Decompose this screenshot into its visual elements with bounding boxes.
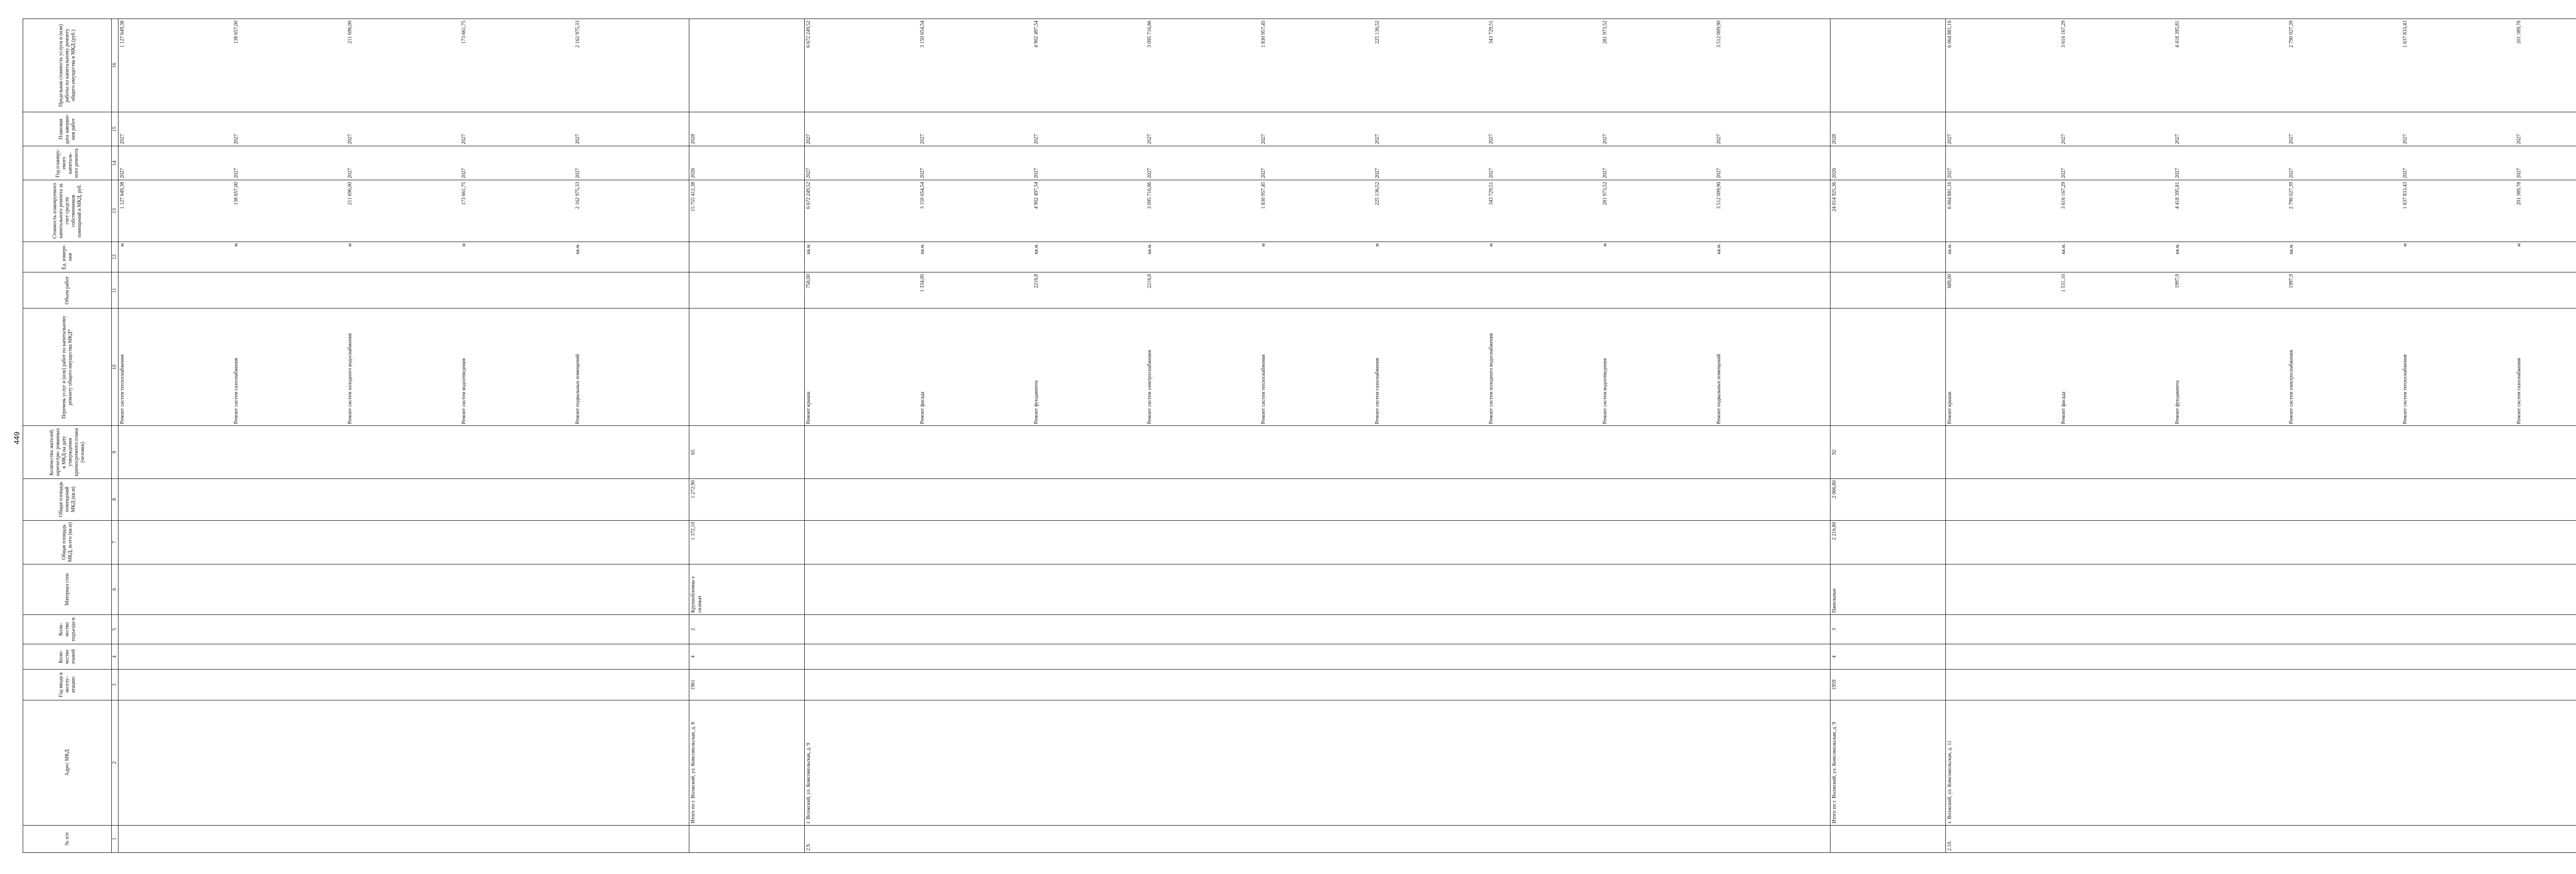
- max-cost-line: 4 902 497,54: [1033, 21, 1039, 48]
- cost-line: 3 095 716,86: [1147, 182, 1153, 209]
- works-list-line: Ремонт систем газоснабжения: [233, 357, 239, 424]
- max-cost-line: 1 830 957,45: [1261, 21, 1267, 48]
- work-volume: [804, 272, 1830, 309]
- works-list-line: Ремонт фасада: [919, 391, 925, 424]
- page-number: 449: [12, 431, 22, 445]
- max-cost: [1946, 19, 2576, 112]
- works-list-line: [1831, 310, 1945, 424]
- works-list-line: Ремонт систем теплоснабжения: [2402, 354, 2408, 424]
- address: г. Волжский, ул. Комсомольская, д. 11: [1946, 700, 2576, 825]
- premises-area: [804, 478, 1830, 520]
- col-header-floors: Коли- чество этажей: [23, 644, 112, 670]
- cost-line: 201 389,78: [2516, 182, 2522, 205]
- completion-date-line: 2027: [1602, 134, 1608, 145]
- unit-line: м: [1488, 243, 1495, 247]
- cost-line: 281 973,52: [1602, 182, 1608, 205]
- cost: [1946, 180, 2576, 242]
- unit-line: кв.м.: [574, 243, 581, 254]
- repair-year-line: 2027: [2288, 168, 2294, 179]
- cost-line: 225 136,52: [1375, 182, 1381, 205]
- entrances: [804, 614, 1830, 644]
- completion-date-line: 2027: [2288, 134, 2294, 145]
- repair-year-line: 2026: [690, 168, 696, 179]
- cost-line: 2 162 975,33: [574, 182, 581, 209]
- works-list: [1946, 309, 2576, 426]
- repair-year-line: 2027: [2402, 168, 2408, 179]
- column-number: 6: [112, 564, 118, 614]
- works-list-line: Ремонт систем водоотведения: [461, 358, 467, 424]
- col-header-works: Перечень услуг и (или) работ по капитальному ремонту общего имущества МКД*: [23, 309, 112, 426]
- total-area: 1 372,10: [689, 520, 804, 564]
- col-header-cost: Стоимость планируемого капитального ремонта за счет средств собственников помещений в МКД, руб.: [23, 180, 112, 242]
- cost-line: 6 672 249,52: [805, 182, 811, 209]
- works-list-line: Ремонт систем газоснабжения: [1375, 357, 1381, 424]
- cost-line: 3 150 654,54: [919, 182, 925, 209]
- cost: [804, 180, 1830, 242]
- work-volume-line: [1374, 274, 1488, 306]
- max-cost-line: 173 661,75: [461, 21, 467, 44]
- unit-line: м: [1375, 243, 1381, 247]
- completion-date-line: 2027: [461, 134, 467, 145]
- col-header-max-cost: Предельная стоимость услуги и (или) работы по капитальному ремонту общего имущества в МКД (руб.): [23, 19, 112, 112]
- unit-line: кв.м.: [1947, 243, 1953, 254]
- works-list-line: Ремонт систем теплоснабжения: [1261, 354, 1267, 424]
- completion-date: [1831, 112, 1946, 146]
- commissioning-year: [1946, 670, 2576, 700]
- unit-line: кв.м.: [2060, 243, 2066, 254]
- unit-line: кв.м.: [919, 243, 925, 254]
- repair-year: [118, 146, 689, 180]
- address: г. Волжский, ул. Комсомольская, д. 9: [804, 700, 1830, 825]
- floors: [118, 644, 689, 670]
- premises-area: 1 272,90: [689, 478, 804, 520]
- col-header-premises-area: Общая площадь помещений МКД (кв.м): [23, 478, 112, 520]
- col-header-entrances: Коли- чество подъездо в: [23, 614, 112, 644]
- col-header-completion-date: Плановая дата заверше- ния работ: [23, 112, 112, 146]
- completion-date: [689, 112, 804, 146]
- works-list-line: Ремонт подвальных помещений: [574, 354, 581, 424]
- repair-year: [689, 146, 804, 180]
- works-list-line: Ремонт систем электроснабжения: [2288, 350, 2294, 424]
- work-volume: [118, 272, 689, 309]
- completion-date-line: 2028: [1832, 134, 1838, 145]
- max-cost-line: 1 637 833,43: [2402, 21, 2408, 48]
- repair-year-line: 2027: [1716, 168, 1722, 179]
- work-volume-line: [1831, 274, 1945, 306]
- col-header-total-area: Общая площадь МКД, всего (кв.м): [23, 520, 112, 564]
- unit-line: кв.м.: [2174, 243, 2180, 254]
- completion-date: [1946, 112, 2576, 146]
- max-cost-line: 3 150 654,54: [919, 21, 925, 48]
- total-area: [118, 520, 689, 564]
- residents: 65: [689, 426, 804, 478]
- works-list: [689, 309, 804, 426]
- col-header-address: Адрес МКД: [23, 700, 112, 825]
- commissioning-year: 1959: [1831, 670, 1946, 700]
- column-number: 14: [112, 146, 118, 180]
- max-cost: [1831, 19, 1946, 112]
- wall-material: Панельные: [1831, 564, 1946, 614]
- completion-date-line: 2027: [1947, 134, 1953, 145]
- column-number: 4: [112, 644, 118, 670]
- total-row: [689, 19, 804, 853]
- wall-material: Крупноблочны е силикат: [689, 564, 804, 614]
- table-body: [118, 19, 2576, 853]
- works-list-line: Ремонт фундамента: [2174, 380, 2180, 424]
- unit-line: м: [120, 243, 125, 247]
- repair-year-line: 2027: [120, 168, 125, 179]
- max-cost: [804, 19, 1830, 112]
- max-cost-line: 3 616 167,29: [2060, 21, 2066, 48]
- work-volume-line: [2402, 274, 2516, 306]
- repair-year-line: 2027: [1488, 168, 1495, 179]
- cost-line: 138 657,00: [233, 182, 239, 205]
- cost-line: 1 830 957,45: [1261, 182, 1267, 209]
- repair-year: [1831, 146, 1946, 180]
- floors: 4: [1831, 644, 1946, 670]
- repair-year-line: 2027: [461, 168, 467, 179]
- repair-year-line: 2027: [1375, 168, 1381, 179]
- repair-year-line: 2027: [805, 168, 811, 179]
- total-area: [1946, 520, 2576, 564]
- entrances: 2: [689, 614, 804, 644]
- floors: 4: [689, 644, 804, 670]
- unit-line: м: [461, 243, 467, 247]
- col-header-number: № п/п: [23, 825, 112, 852]
- column-number: 15: [112, 112, 118, 146]
- max-cost-line: [690, 21, 804, 110]
- col-header-volume: Объем работ: [23, 272, 112, 309]
- unit-line: м: [233, 243, 239, 247]
- works-list-line: Ремонт крыши: [1947, 391, 1953, 424]
- total-row: [1831, 19, 1946, 853]
- work-volume-line: [1488, 274, 1602, 306]
- repair-year-line: 2027: [1261, 168, 1267, 179]
- entrances: [1946, 614, 2576, 644]
- wall-material: [118, 564, 689, 614]
- repair-year-line: 2027: [347, 168, 353, 179]
- work-volume-line: [574, 274, 688, 306]
- header-row: [23, 19, 112, 853]
- work-volume-line: 689,00: [1947, 274, 1953, 288]
- completion-date-line: 2027: [233, 134, 239, 145]
- repair-year: [1946, 146, 2576, 180]
- works-list-line: Ремонт систем теплоснабжения: [120, 354, 125, 424]
- works-list-line: Ремонт систем электроснабжения: [1147, 350, 1153, 424]
- completion-date-line: 2027: [1716, 134, 1722, 145]
- cost: [118, 180, 689, 242]
- cost: [689, 180, 804, 242]
- column-number: 3: [112, 670, 118, 700]
- completion-date-line: 2027: [120, 134, 125, 145]
- works-list-line: Ремонт систем водоотведения: [1602, 358, 1608, 424]
- work-volume-line: [233, 274, 347, 306]
- completion-date: [804, 112, 1830, 146]
- unit-line: м: [2516, 243, 2522, 247]
- work-volume-line: 2216,8: [1033, 274, 1039, 288]
- work-volume-line: [1602, 274, 1716, 306]
- completion-date: [118, 112, 689, 146]
- cost-line: 3 512 009,90: [1716, 182, 1722, 209]
- unit-line: [690, 244, 804, 271]
- column-number: 7: [112, 520, 118, 564]
- unit-line: кв.м.: [805, 243, 811, 254]
- column-number: 11: [112, 272, 118, 309]
- table-row: [804, 19, 1830, 853]
- floors: [1946, 644, 2576, 670]
- max-cost-line: 201 389,78: [2516, 21, 2522, 44]
- table-row: [118, 19, 689, 853]
- repair-year-line: 2027: [2516, 168, 2522, 179]
- col-header-unit: Ед. измере- ния: [23, 242, 112, 272]
- completion-date-line: 2027: [2516, 134, 2522, 145]
- completion-date-line: 2027: [805, 134, 811, 145]
- unit-line: кв.м.: [1033, 243, 1039, 254]
- address: Итого по г. Волжский, ул. Комсомольская, д. 8: [689, 700, 804, 825]
- work-volume-line: [2516, 274, 2576, 306]
- completion-date-line: 2027: [1147, 134, 1153, 145]
- unit-line: м: [1261, 243, 1267, 247]
- work-volume-line: 2216,8: [1147, 274, 1153, 288]
- row-number: [689, 825, 804, 852]
- column-number-row: [112, 19, 118, 853]
- column-number: 9: [112, 426, 118, 478]
- works-list: [804, 309, 1830, 426]
- unit: [804, 242, 1830, 272]
- residents: [1946, 426, 2576, 478]
- repair-year: [804, 146, 1830, 180]
- premises-area: [1946, 478, 2576, 520]
- repair-year-line: 2026: [1832, 168, 1838, 179]
- address: [118, 700, 689, 825]
- max-cost-line: 6 672 249,52: [805, 21, 811, 48]
- work-volume-line: [347, 274, 461, 306]
- repair-year-line: 2027: [2174, 168, 2180, 179]
- completion-date-line: 2027: [1488, 134, 1495, 145]
- works-list: [118, 309, 689, 426]
- total-area: 2 216,80: [1831, 520, 1946, 564]
- works-list-line: [690, 310, 804, 424]
- unit-line: м: [2402, 243, 2408, 247]
- cost-line: 1 637 833,43: [2402, 182, 2408, 209]
- work-volume: [1831, 272, 1946, 309]
- residents: 92: [1831, 426, 1946, 478]
- works-list-line: Ремонт систем холодного водоснабжения: [1488, 333, 1495, 424]
- works-list-line: Ремонт систем газоснабжения: [2516, 357, 2522, 424]
- work-volume: [689, 272, 804, 309]
- work-volume-line: [1716, 274, 1829, 306]
- column-number: 8: [112, 478, 118, 520]
- premises-area: [118, 478, 689, 520]
- repair-year-line: 2027: [1147, 168, 1153, 179]
- completion-date-line: 2027: [347, 134, 353, 145]
- cost-line: 1 127 649,38: [120, 182, 125, 209]
- repair-year-line: 2027: [2060, 168, 2066, 179]
- column-number: 16: [112, 19, 118, 112]
- entrances: [118, 614, 689, 644]
- max-cost-line: 225 136,52: [1375, 21, 1381, 44]
- unit: [1946, 242, 2576, 272]
- max-cost-line: 343 729,51: [1488, 21, 1495, 44]
- cost-line: 24 014 925,36: [1832, 182, 1838, 212]
- cost-line: 343 729,51: [1488, 182, 1495, 205]
- total-area: [804, 520, 1830, 564]
- unit-line: кв.м.: [1147, 243, 1153, 254]
- premises-area: 2 066,80: [1831, 478, 1946, 520]
- cost-line: 15 755 412,38: [690, 182, 696, 212]
- cost-line: 4 902 497,54: [1033, 182, 1039, 209]
- works-list-line: Ремонт крыши: [805, 391, 811, 424]
- column-number: 1: [112, 825, 118, 852]
- col-header-wall-material: Материал стен: [23, 564, 112, 614]
- completion-date-line: 2027: [919, 134, 925, 145]
- commissioning-year: [804, 670, 1830, 700]
- residents: [118, 426, 689, 478]
- unit-line: кв.м.: [1716, 243, 1722, 254]
- unit: [118, 242, 689, 272]
- work-volume-line: 1997,9: [2288, 274, 2294, 288]
- works-list: [1831, 309, 1946, 426]
- completion-date-line: 2027: [2174, 134, 2180, 145]
- unit-line: м: [347, 243, 353, 247]
- works-list-line: Ремонт подвальных помещений: [1716, 354, 1722, 424]
- cost-line: 3 616 167,29: [2060, 182, 2066, 209]
- floors: [804, 644, 1830, 670]
- work-volume-line: 1 334,00: [919, 274, 925, 293]
- wall-material: [804, 564, 1830, 614]
- row-number: 2.9.: [804, 825, 1830, 852]
- repair-year-line: 2027: [1033, 168, 1039, 179]
- works-list-line: Ремонт фундамента: [1033, 380, 1039, 424]
- unit-line: кв.м.: [2288, 243, 2294, 254]
- commissioning-year: 1961: [689, 670, 804, 700]
- repair-year-line: 2027: [574, 168, 581, 179]
- work-volume-line: [119, 274, 233, 306]
- max-cost-line: 3 512 009,90: [1716, 21, 1722, 48]
- column-number: 2: [112, 700, 118, 825]
- table-row: [1946, 19, 2576, 853]
- repair-year-line: 2027: [1947, 168, 1953, 179]
- work-volume: [1946, 272, 2576, 309]
- cost-line: 173 661,75: [461, 182, 467, 205]
- row-number: 2.10.: [1946, 825, 2576, 852]
- repair-year-line: 2027: [1602, 168, 1608, 179]
- cost: [1831, 180, 1946, 242]
- wall-material: [1946, 564, 2576, 614]
- cost-line: 211 696,00: [347, 182, 353, 205]
- cost-line: 2 790 027,39: [2288, 182, 2294, 209]
- max-cost-line: 4 418 395,81: [2174, 21, 2180, 48]
- works-list-line: Ремонт систем холодного водоснабжения: [347, 333, 353, 424]
- max-cost-line: 1 127 649,38: [120, 21, 125, 48]
- commissioning-year: [118, 670, 689, 700]
- unit-line: [1831, 244, 1945, 271]
- capital-repair-table: [23, 19, 2576, 853]
- max-cost-line: 2 790 027,39: [2288, 21, 2294, 48]
- cost-line: 6 064 881,16: [1947, 182, 1953, 209]
- max-cost-line: 6 064 881,16: [1947, 21, 1953, 48]
- repair-year-line: 2027: [919, 168, 925, 179]
- work-volume-line: 1 531,10: [2060, 274, 2066, 293]
- completion-date-line: 2028: [690, 134, 696, 145]
- max-cost-line: 138 657,00: [233, 21, 239, 44]
- residents: [804, 426, 1830, 478]
- work-volume-line: [690, 274, 804, 306]
- max-cost-line: 211 696,00: [347, 21, 353, 44]
- unit: [1831, 242, 1946, 272]
- col-header-residents: Количество жителей, зарегистри- рованных в МКД на дату утверждения краткосрочного плана (человек): [23, 426, 112, 478]
- work-volume-line: 1997,9: [2174, 274, 2180, 288]
- max-cost-line: 281 973,52: [1602, 21, 1608, 44]
- completion-date-line: 2027: [2402, 134, 2408, 145]
- work-volume-line: [461, 274, 574, 306]
- completion-date-line: 2027: [2060, 134, 2066, 145]
- max-cost: [689, 19, 804, 112]
- completion-date-line: 2027: [1033, 134, 1039, 145]
- column-number: 5: [112, 614, 118, 644]
- repair-year-line: 2027: [233, 168, 239, 179]
- cost-line: 4 418 395,81: [2174, 182, 2180, 209]
- work-volume-line: [1260, 274, 1374, 306]
- column-number: 13: [112, 180, 118, 242]
- completion-date-line: 2027: [574, 134, 581, 145]
- max-cost: [118, 19, 689, 112]
- max-cost-line: 3 095 716,86: [1147, 21, 1153, 48]
- col-header-year: Год ввода в эксплу- атацию: [23, 670, 112, 700]
- completion-date-line: 2027: [1375, 134, 1381, 145]
- max-cost-line: 2 162 975,33: [574, 21, 581, 48]
- works-list-line: Ремонт фасада: [2060, 391, 2066, 424]
- row-number: [1831, 825, 1946, 852]
- col-header-repair-year: Год планиру- емого капиталь- ного ремонта: [23, 146, 112, 180]
- unit: [689, 242, 804, 272]
- completion-date-line: 2027: [1261, 134, 1267, 145]
- work-volume-line: 758,00: [805, 274, 811, 288]
- entrances: 3: [1831, 614, 1946, 644]
- column-number: 12: [112, 242, 118, 272]
- unit-line: м: [1602, 243, 1608, 247]
- max-cost-line: [1831, 21, 1945, 110]
- column-number: 10: [112, 309, 118, 426]
- address: Итого по г. Волжский, ул. Комсомольская, д. 9: [1831, 700, 1946, 825]
- rotated-page: [23, 19, 2522, 853]
- row-number: [118, 825, 689, 852]
